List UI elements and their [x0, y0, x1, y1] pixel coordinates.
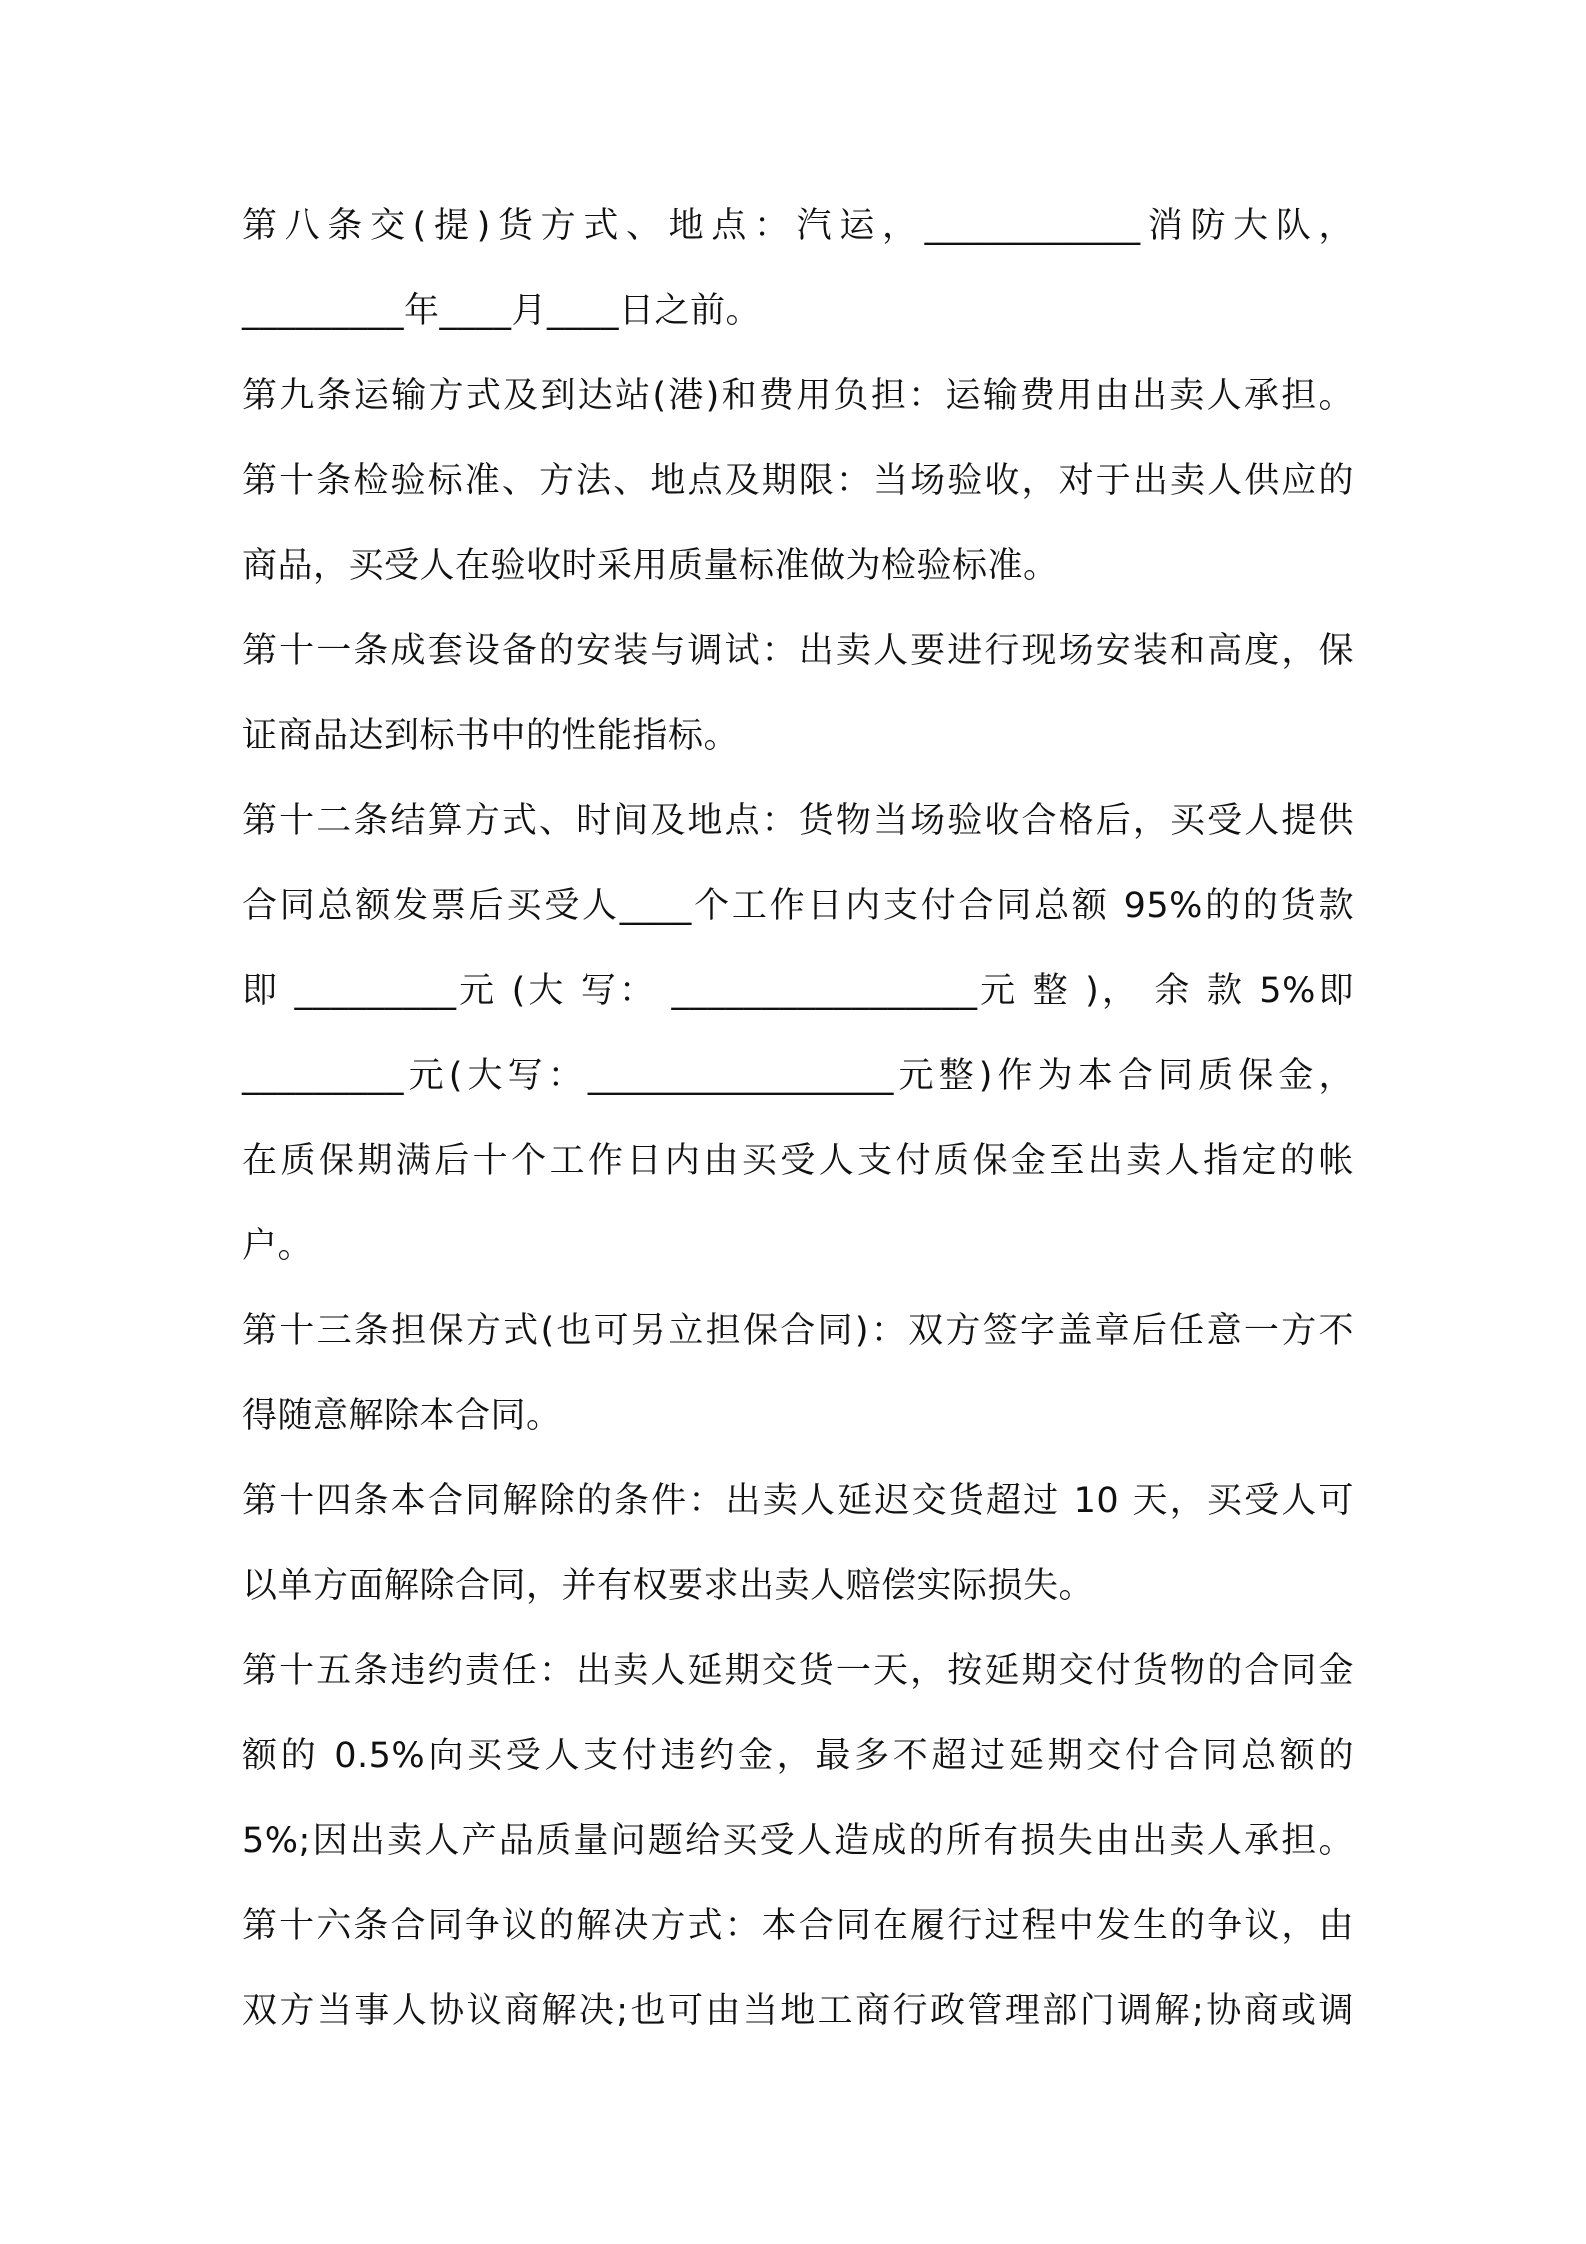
- text-line: _________元(大写：_________________元整)作为本合同质保金，: [242, 1056, 1354, 1096]
- text-line: 第八条交(提)货方式、地点：汽运，____________消防大队，: [242, 206, 1354, 246]
- text-line: 第九条运输方式及到达站(港)和费用负担：运输费用由出卖人承担。: [242, 376, 1354, 416]
- text-line: 合同总额发票后买受人____个工作日内支付合同总额 95%的的货款: [242, 886, 1354, 926]
- text-line: 第十一条成套设备的安装与调试：出卖人要进行现场安装和高度，保: [242, 631, 1354, 671]
- text-line: 以单方面解除合同，并有权要求出卖人赔偿实际损失。: [242, 1566, 1095, 1606]
- text-line: 得随意解除本合同。: [242, 1396, 562, 1436]
- text-line: 即 _________元 (大 写： _________________元 整 )， 余 款 5%即: [242, 971, 1354, 1011]
- text-line: 第十二条结算方式、时间及地点：货物当场验收合格后，买受人提供: [242, 801, 1354, 841]
- text-line: 第十五条违约责任：出卖人延期交货一天，按延期交付货物的合同金: [242, 1651, 1354, 1691]
- text-line: 双方当事人协议商解决;也可由当地工商行政管理部门调解;协商或调: [242, 1991, 1354, 2031]
- text-line: 第十条检验标准、方法、地点及期限：当场验收，对于出卖人供应的: [242, 461, 1354, 501]
- text-line: 商品，买受人在验收时采用质量标准做为检验标准。: [242, 546, 1059, 586]
- text-line: 户。: [242, 1226, 314, 1266]
- text-line: 额的 0.5%向买受人支付违约金，最多不超过延期交付合同总额的: [242, 1736, 1354, 1776]
- text-line: 第十六条合同争议的解决方式：本合同在履行过程中发生的争议，由: [242, 1906, 1354, 1946]
- text-line: 5%;因出卖人产品质量问题给买受人造成的所有损失由出卖人承担。: [242, 1821, 1354, 1861]
- text-line: 第十三条担保方式(也可另立担保合同)：双方签字盖章后任意一方不: [242, 1311, 1354, 1351]
- text-line: 在质保期满后十个工作日内由买受人支付质保金至出卖人指定的帐: [242, 1141, 1354, 1181]
- text-line: _________年____月____日之前。: [242, 291, 762, 331]
- text-line: 第十四条本合同解除的条件：出卖人延迟交货超过 10 天，买受人可: [242, 1481, 1354, 1521]
- text-line: 证商品达到标书中的性能指标。: [242, 716, 740, 756]
